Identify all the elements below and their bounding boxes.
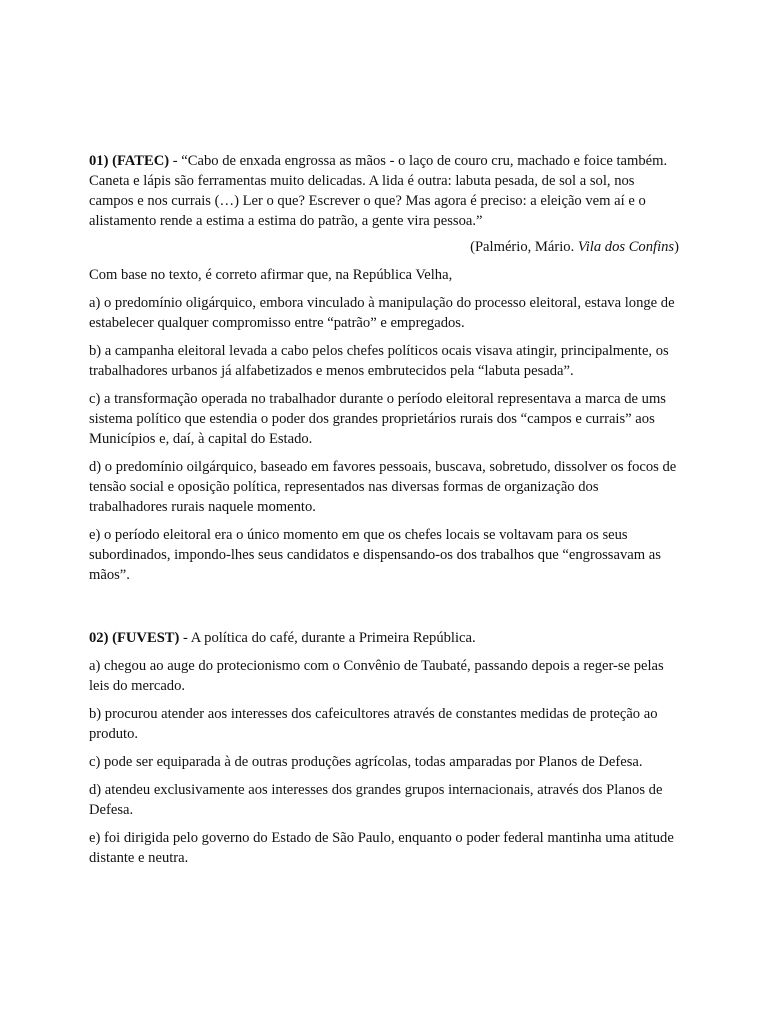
question-1-separator: - [169,153,182,169]
question-1-option-a: a) o predomínio oligárquico, embora vinculado à manipulação do processo eleitoral, estava longe de estabelecer qualquer compromisso entre “patrão” e empregados. [89,295,675,331]
question-1-option-c: c) a transformação operada no trabalhador durante o período eleitoral representava a marca de ums sistema político que estendia o poder dos grandes proprietários rurais dos “campos e currais” aos Municípios e, daí, à capital do Estado. [89,391,666,447]
question-2-statement [89,628,679,648]
question-1-option-b: b) a campanha eleitoral levada a cabo pelos chefes políticos ocais visava atingir, principalmente, os trabalhadores urbanos já alfabetizados e menos embrutecidos pela “labuta pesada”. [89,343,669,379]
question-2-option-e: e) foi dirigida pelo governo do Estado de São Paulo, enquanto o poder federal mantinha uma atitude distante e neutra. [89,830,674,866]
question-2-option-b: b) procurou atender aos interesses dos cafeicultores através de constantes medidas de proteção ao produto. [89,706,658,742]
question-1-number: 01) (FATEC) [89,153,170,169]
question-2-option-a: a) chegou ao auge do protecionismo com o Convênio de Taubaté, passando depois a reger-se pelas leis do mercado. [89,658,664,694]
question-2-option-d: d) atendeu exclusivamente aos interesses dos grandes grupos internacionais, através dos Planos de Defesa. [89,782,663,818]
citation-title: Vila dos Confins [577,239,675,255]
question-1-option-d: d) o predomínio oilgárquico, baseado em favores pessoais, buscava, sobretudo, dissolver os focos de tensão social e oposição política, representados nas diversas formas de organização dos trabalhadores rurais naquele momento. [89,459,677,515]
question-1-citation [89,237,679,257]
question-1-statement [89,151,679,231]
question-2-separator: - [179,630,191,646]
question-2-number: 02) (FUVEST) [89,630,180,646]
question-1-quote: “Cabo de enxada engrossa as mãos - o laço de couro cru, machado e foice também. Caneta e lápis são ferramentas muito delicadas. A lida é outra: labuta pesada, de sol a sol, nos campos e nos currais (…) Ler o que? Escrever o que? Mas agora é preciso: a eleição vem aí e o alistamento rende a estima a estima do patrão, a gente vira pessoa.” [89,153,668,229]
question-2-text: A política do café, durante a Primeira República. [190,630,476,646]
question-1 [89,151,679,593]
citation-end: ) [674,239,679,255]
question-1-option-e: e) o período eleitoral era o único momento em que os chefes locais se voltavam para os seus subordinados, impondo-lhes seus candidatos e dispensando-os dos trabalhos que “engrossavam as mãos”. [89,527,661,583]
citation-author: (Palmério, Mário. [470,239,578,255]
question-2-option-c: c) pode ser equiparada à de outras produções agrícolas, todas amparadas por Planos de Defesa. [89,754,643,770]
question-2 [89,628,679,876]
question-1-stem: Com base no texto, é correto afirmar que, na República Velha, [89,267,453,283]
